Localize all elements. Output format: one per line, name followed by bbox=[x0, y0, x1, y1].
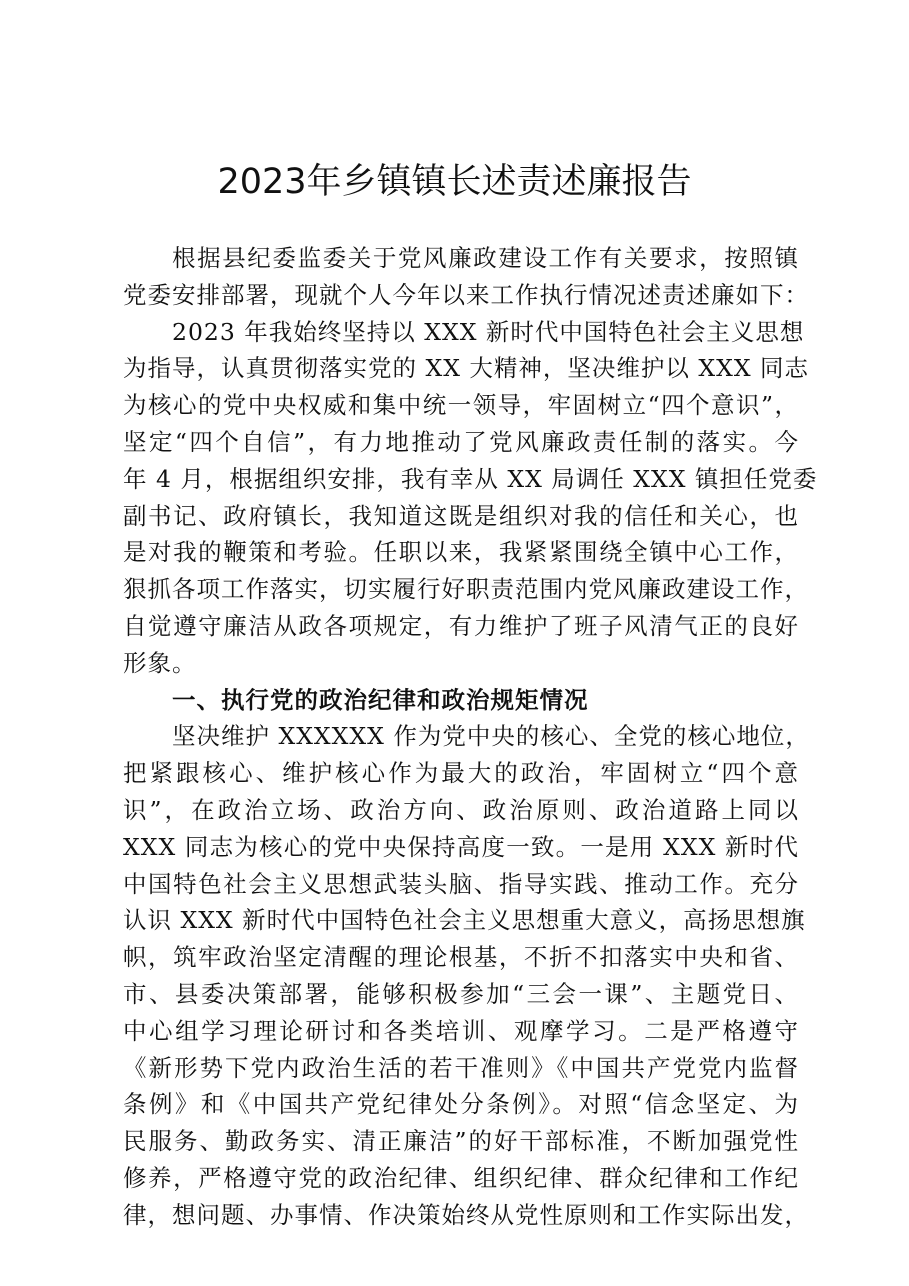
paragraph-line: 把紧跟核心、维护核心作为最大的政治，牢固树立“四个意 bbox=[123, 759, 799, 788]
paragraph-line: 《新形势下党内政治生活的若干准则》《中国共产党党内监督 bbox=[123, 1053, 799, 1082]
paragraph-line: 帜，筑牢政治坚定清醒的理论根基，不折不扣落实中央和省、 bbox=[123, 943, 799, 972]
paragraph-line: 为指导，认真贯彻落实党的 XX 大精神，坚决维护以 XXX 同志 bbox=[123, 354, 810, 383]
paragraph-line: 党委安排部署，现就个人今年以来工作执行情况述责述廉如下： bbox=[123, 280, 809, 309]
section-heading: 一、执行党的政治纪律和政治规矩情况 bbox=[172, 685, 589, 714]
document-body bbox=[123, 240, 818, 1234]
paragraph-line: 坚定“四个自信”，有力地推动了党风廉政责任制的落实。今 bbox=[123, 427, 799, 456]
paragraph-line: 为核心的党中央权威和集中统一领导，牢固树立“四个意识”， bbox=[123, 391, 799, 420]
paragraph-line: 律，想问题、办事情、作决策始终从党性原则和工作实际出发， bbox=[123, 1200, 809, 1229]
paragraph-line: 副书记、政府镇长，我知道这既是组织对我的信任和关心，也 bbox=[123, 501, 799, 530]
paragraph-line: XXX 同志为核心的党中央保持高度一致。一是用 XXX 新时代 bbox=[123, 832, 799, 861]
paragraph-line: 根据县纪委监委关于党风廉政建设工作有关要求，按照镇 bbox=[172, 244, 799, 272]
paragraph-line: 中心组学习理论研讨和各类培训、观摩学习。二是严格遵守 bbox=[123, 1016, 799, 1045]
paragraph-line: 形象。 bbox=[123, 648, 197, 677]
document-title: 2023年乡镇镇长述责述廉报告 bbox=[217, 162, 692, 202]
paragraph-line: 民服务、勤政务实、清正廉洁”的好干部标准，不断加强党性 bbox=[123, 1127, 799, 1156]
paragraph-line: 是对我的鞭策和考验。任职以来，我紧紧围绕全镇中心工作， bbox=[123, 538, 799, 567]
paragraph-line: 市、县委决策部署，能够积极参加“三会一课”、主题党日、 bbox=[123, 979, 799, 1008]
paragraph-line: 条例》和《中国共产党纪律处分条例》。对照“信念坚定、为 bbox=[123, 1090, 799, 1119]
paragraph-line: 狠抓各项工作落实，切实履行好职责范围内党风廉政建设工作， bbox=[123, 575, 809, 604]
paragraph-line: 认识 XXX 新时代中国特色社会主义思想重大意义，高扬思想旗 bbox=[123, 906, 806, 935]
paragraph-line: 识”，在政治立场、政治方向、政治原则、政治道路上同以 bbox=[123, 795, 799, 824]
paragraph-line: 年 4 月，根据组织安排，我有幸从 XX 局调任 XXX 镇担任党委 bbox=[123, 464, 818, 493]
paragraph-line: 2023 年我始终坚持以 XXX 新时代中国特色社会主义思想 bbox=[172, 317, 805, 346]
paragraph-line: 中国特色社会主义思想武装头脑、指导实践、推动工作。充分 bbox=[123, 869, 799, 898]
paragraph-line: 修养，严格遵守党的政治纪律、组织纪律、群众纪律和工作纪 bbox=[123, 1163, 799, 1192]
paragraph-line: 自觉遵守廉洁从政各项规定，有力维护了班子风清气正的良好 bbox=[123, 611, 799, 640]
paragraph-line: 坚决维护 XXXXXX 作为党中央的核心、全党的核心地位， bbox=[172, 722, 810, 751]
